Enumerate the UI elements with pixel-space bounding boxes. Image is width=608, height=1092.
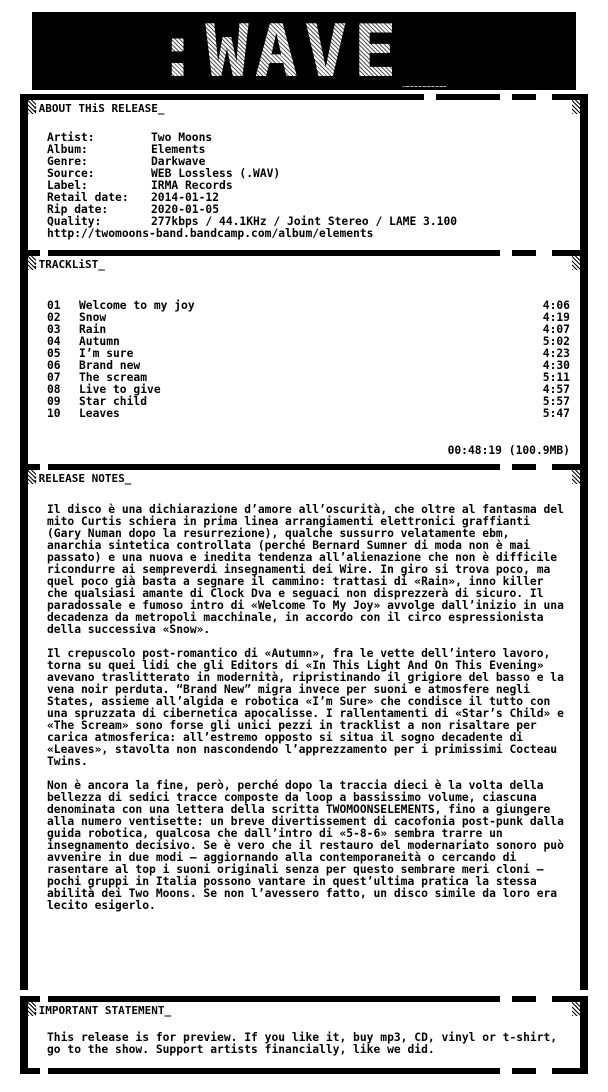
- field-genre: Genre: Darkwave: [47, 155, 206, 168]
- track-row: 06 Brand new 4:30: [47, 359, 570, 372]
- track-row: 05 I’m sure 4:23: [47, 347, 570, 360]
- track-row: 08 Live to give 4:57: [47, 383, 570, 396]
- track-row: 03 Rain 4:07: [47, 323, 570, 336]
- field-source: Source: WEB Lossless (.WAV): [47, 167, 281, 180]
- field-album: Album: Elements: [47, 143, 206, 156]
- field-quality: Quality: 277kbps / 44.1KHz / Joint Stereo / LAME 3.100: [47, 215, 458, 228]
- about-section: [20, 100, 588, 250]
- logo-text: :WAVE_: [155, 9, 453, 93]
- notes-paragraph: Il disco è una dichiarazione d’amore all’oscurità, che oltre al fantasma del mito Curtis schiera in prima linea arrangiamenti elettronici graffianti (Gary Numan dopo la resurrezione), qualche sussurro velatamente ebm, anarchia sintetica controllata (perché Bernard Sumner di moda non è mai passato) e una nuova e inedita tendenza all’alienazione che non è difficile ricondurre ai sempreverdi insegnamenti dei Wire. In giro si trova poco, ma quel poco già basta a segnare il cammino: trattasi di «Rain», inno killer che qualsiasi amante di Clock Dva e seguaci non disprezzerà di sicuro. Il paradossale e fumoso intro di «Welcome To My Joy» avvolge dall’inizio in una decadenza da metropoli macchinale, in accordo con il circo espressionista della successiva «Snow».: [47, 503, 564, 636]
- field-retail-date: Retail date: 2014-01-12: [47, 191, 220, 204]
- total-duration: 00:48:19 (100.9MB): [447, 444, 570, 457]
- divider-bar: [20, 1068, 588, 1074]
- track-row: 10 Leaves 5:47: [47, 407, 570, 420]
- field-artist: Artist: Two Moons: [47, 131, 213, 144]
- track-row: 01 Welcome to my joy 4:06: [47, 299, 570, 312]
- tracklist-section: [20, 256, 588, 464]
- field-rip-date: Rip date: 2020-01-05: [47, 203, 220, 216]
- track-list: [47, 300, 570, 420]
- release-notes-title: :RELEASE NOTES_: [32, 472, 132, 485]
- field-label: Label: IRMA Records: [47, 179, 233, 192]
- track-row: 07 The scream 5:11: [47, 371, 570, 384]
- track-row: 04 Autumn 5:02: [47, 335, 570, 348]
- release-notes-section: [20, 470, 588, 990]
- notes-paragraph: Non è ancora la fine, però, perché dopo la traccia dieci è la volta della bellezza di sedici tracce composte da loop a bassissimo volume, ciascuna denominata con una lettera della scritta TWOMOONSELEMENTS, fino a giungere alla numero ventisette: un breve divertissement di cacofonia post-punk dalla guida robotica, qualcosa che dall’intro di «5-8-6» sembra trarre un insegnamento decisivo. Se è vero che il restauro del modernariato sonoro può avvenire in due modi – aggiornando alla contemporaneità o cercando di rasentare al top i suoni originali senza per questo sembrare meri cloni – pochi gruppi in Italia possono vantare in quest’ultima pratica la stessa abilità dei Two Moons. Se non l’avessero fatto, un disco simile da loro era lecito esigerlo.: [47, 779, 564, 912]
- track-row: 02 Snow 4:19: [47, 311, 570, 324]
- release-notes-body: [47, 504, 570, 924]
- about-fields: [47, 132, 570, 240]
- statement-text: This release is for preview. If you like it, buy mp3, CD, vinyl or t-shirt, go to the show. Support artists financially, like we did.: [47, 1031, 558, 1056]
- album-url-link[interactable]: http://twomoons-band.bandcamp.com/album/elements: [47, 227, 374, 240]
- about-title: :ABOUT THiS RELEASE_: [32, 102, 165, 115]
- statement-title: :IMPORTANT STATEMENT_: [32, 1004, 172, 1017]
- track-row: 09 Star child 5:57: [47, 395, 570, 408]
- wave-logo: [32, 9, 576, 93]
- notes-paragraph: Il crepuscolo post-romantico di «Autumn», fra le vette dell’intero lavoro, torna su quei lidi che gli Editors di «In This Light And On This Evening» avevano traslitterato in modernità, ripristinando il grigiore del basso e la vena noir perduta. “Brand New” migra invece per suoni e atmosfere negli States, assieme all’algida e robotica «I’m Sure» che condisce il tutto con una spruzzata di cibernetica apocalisse. I rallentamenti di «Star’s Child» e «The Scream» sono forse gli unici pezzi in tracklist a non risaltare per carica atmosferica: all’estremo opposto si situa il sogno decadente di «Leaves», stavolta non nascondendo l’apprezzamento per i primissimi Cocteau Twins.: [47, 647, 564, 768]
- statement-section: [20, 1002, 588, 1068]
- tracklist-title: :TRACKLiST_: [32, 258, 105, 271]
